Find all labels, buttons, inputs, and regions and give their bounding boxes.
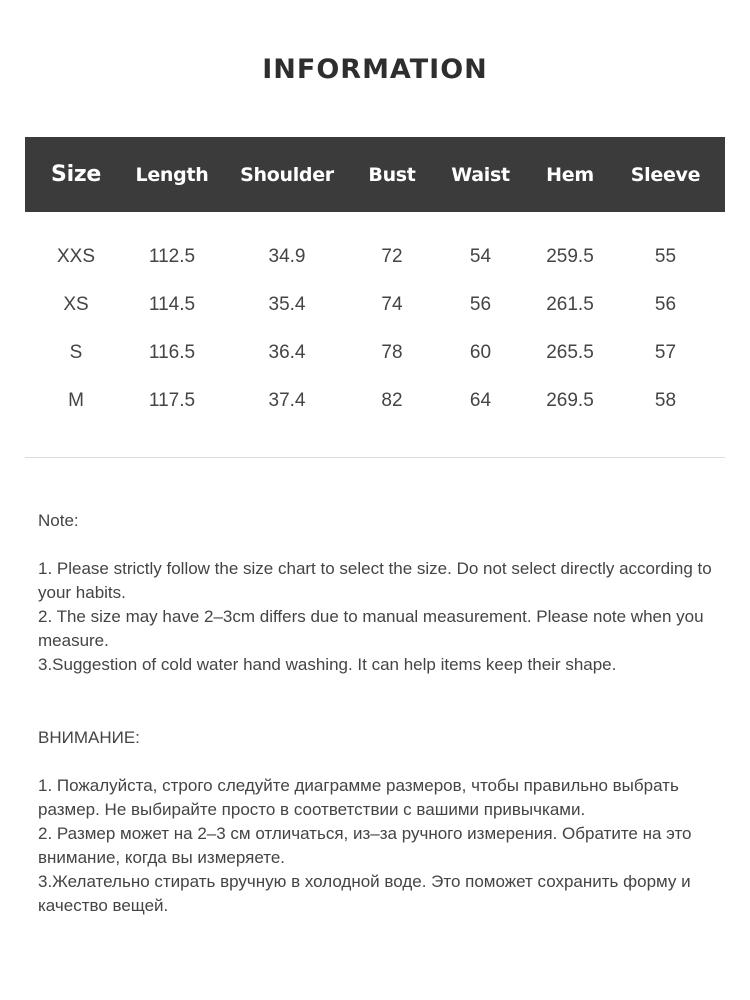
note-item: 3.Suggestion of cold water hand washing. It can help items keep their shape. bbox=[38, 655, 617, 674]
cell-hem: 269.5 bbox=[546, 390, 594, 411]
cell-bust: 74 bbox=[381, 294, 403, 315]
cell-size: XXS bbox=[56, 246, 96, 267]
header-bust: Bust bbox=[368, 163, 416, 186]
cell-sleeve: 57 bbox=[654, 342, 677, 363]
cell-length: 112.5 bbox=[148, 246, 196, 267]
cell-bust: 82 bbox=[381, 390, 403, 411]
note-item: 3.Желательно стирать вручную в холодной воде. Это поможет сохранить форму и качество вещей. bbox=[38, 872, 691, 915]
cell-waist: 60 bbox=[469, 342, 492, 363]
cell-shoulder: 37.4 bbox=[268, 390, 306, 411]
table-row bbox=[25, 281, 725, 329]
notes-en bbox=[38, 557, 728, 677]
cell-length: 116.5 bbox=[148, 342, 196, 363]
table-row bbox=[25, 377, 725, 425]
cell-shoulder: 34.9 bbox=[268, 246, 306, 267]
note-heading-ru: ВНИМАНИЕ: bbox=[38, 728, 140, 747]
cell-sleeve: 58 bbox=[654, 390, 677, 411]
page-title: INFORMATION bbox=[262, 54, 488, 85]
cell-waist: 54 bbox=[469, 246, 492, 267]
cell-length: 114.5 bbox=[148, 294, 196, 315]
note-item: 1. Пожалуйста, строго следуйте диаграмме размеров, чтобы правильно выбрать размер. Не выбирайте просто в соответствии с вашими привычками. bbox=[38, 776, 679, 819]
cell-waist: 56 bbox=[469, 294, 492, 315]
cell-hem: 261.5 bbox=[546, 294, 594, 315]
note-item: 2. The size may have 2–3cm differs due to manual measurement. Please note when you measure. bbox=[38, 607, 704, 650]
cell-bust: 72 bbox=[381, 246, 403, 267]
notes-ru bbox=[38, 774, 728, 918]
note-item: 1. Please strictly follow the size chart to select the size. Do not select directly according to your habits. bbox=[38, 559, 712, 602]
cell-sleeve: 56 bbox=[654, 294, 677, 315]
header-waist: Waist bbox=[451, 163, 510, 186]
cell-size: XS bbox=[63, 294, 89, 315]
section-divider bbox=[25, 457, 725, 458]
cell-shoulder: 36.4 bbox=[268, 342, 306, 363]
cell-hem: 259.5 bbox=[546, 246, 594, 267]
header-size: Size bbox=[51, 162, 101, 187]
table-header-row bbox=[25, 137, 725, 212]
cell-size: S bbox=[69, 342, 83, 363]
header-shoulder: Shoulder bbox=[240, 163, 334, 186]
cell-length: 117.5 bbox=[148, 390, 196, 411]
cell-shoulder: 35.4 bbox=[268, 294, 306, 315]
header-length: Length bbox=[135, 163, 209, 186]
cell-waist: 64 bbox=[469, 390, 492, 411]
note-item: 2. Размер может на 2–3 см отличаться, из–за ручного измерения. Обратите на это внимание, когда вы измеряете. bbox=[38, 824, 692, 867]
cell-hem: 265.5 bbox=[546, 342, 594, 363]
cell-sleeve: 55 bbox=[654, 246, 677, 267]
header-hem: Hem bbox=[546, 163, 594, 186]
note-heading-en: Note: bbox=[38, 511, 79, 530]
table-row bbox=[25, 233, 725, 281]
table-row bbox=[25, 329, 725, 377]
cell-size: M bbox=[68, 390, 84, 411]
size-chart-table bbox=[25, 137, 725, 425]
cell-bust: 78 bbox=[381, 342, 403, 363]
header-sleeve: Sleeve bbox=[630, 163, 701, 186]
